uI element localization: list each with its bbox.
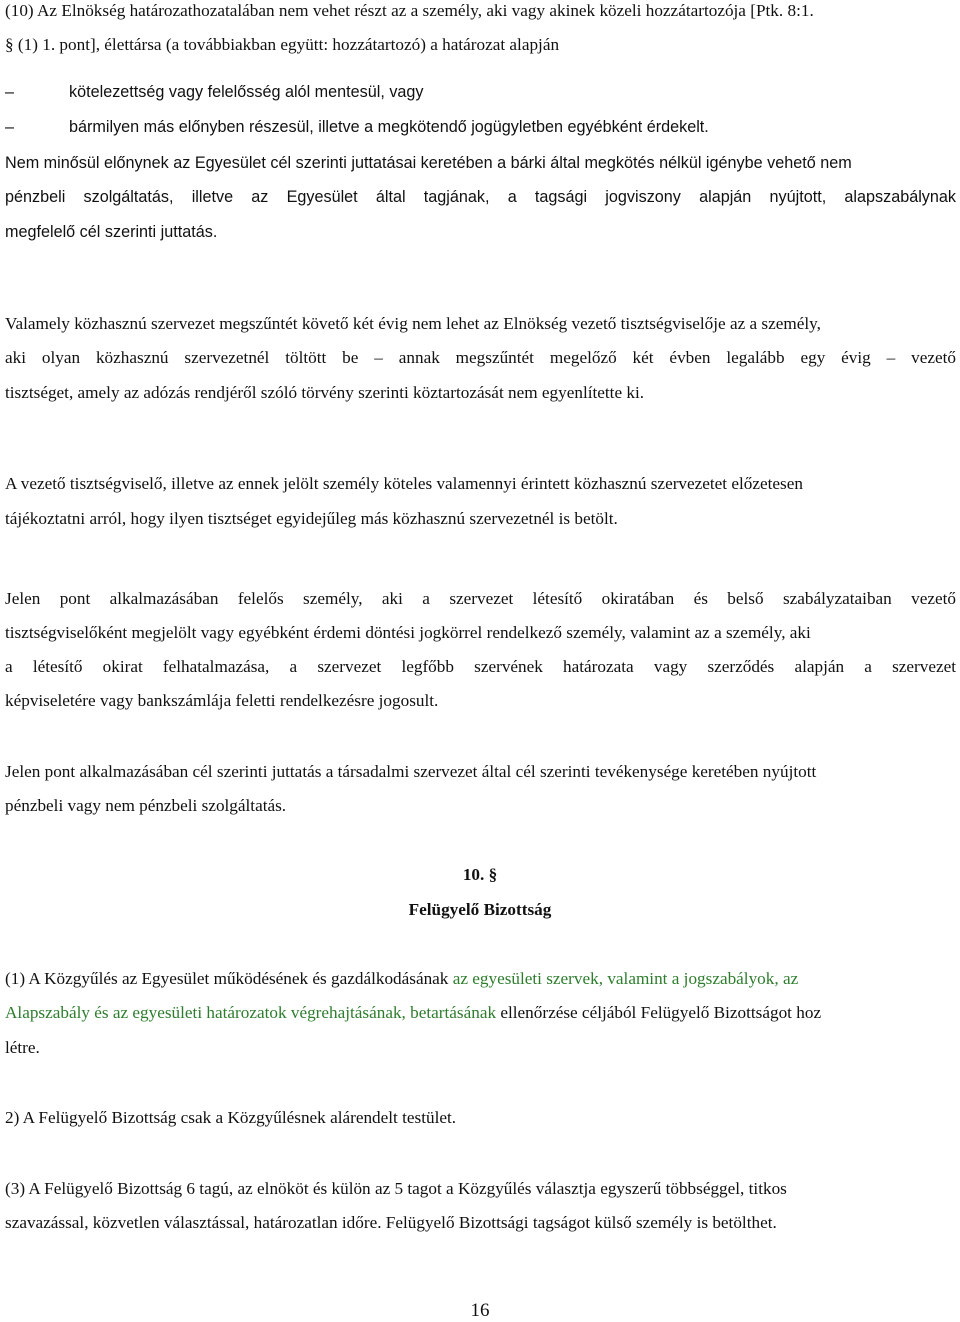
paragraph-jelen-1-line-1: Jelen pont alkalmazásában felelős személy, aki a szervezet létesítő okiratában és belső szabályzataiban vezető <box>5 589 956 608</box>
paragraph-valamely-line-2: aki olyan közhasznú szervezetnél töltött be – annak megszűntét megelőző két évben legalább egy évig – vezető <box>5 348 956 367</box>
paragraph-1-line-2 <box>5 1002 821 1024</box>
bullet-dash: – <box>5 83 15 101</box>
paragraph-nem-minosul-line-1: Nem minősül előnynek az Egyesület cél szerinti juttatásai keretében a bárki által megkötés nélkül igénybe vehető nem <box>5 154 852 172</box>
paragraph-1-highlight: az egyesületi szervek, valamint a jogszabályok, az <box>452 969 799 988</box>
paragraph-valamely-line-3: tisztséget, amely az adózás rendjéről szóló törvény szerinti köztartozását nem egyenlítette ki. <box>5 383 645 402</box>
paragraph-3-line-2: szavazással, közvetlen választással, határozatlan időre. Felügyelő Bizottsági tagságot külső személy is betölthet. <box>5 1213 777 1232</box>
paragraph-jelen-2-line-2: pénzbeli vagy nem pénzbeli szolgáltatás. <box>5 796 287 815</box>
paragraph-1-line-1 <box>5 968 798 990</box>
section-number: 10. § <box>462 865 498 884</box>
paragraph-jelen-1-line-3: a létesítő okirat felhatalmazása, a szervezet legfőbb szervének határozata vagy szerződés alapján a szervezet <box>5 657 956 676</box>
paragraph-1-text: (1) A Közgyűlés az Egyesület működésének és gazdálkodásának <box>5 969 453 988</box>
paragraph-nem-minosul-line-2: pénzbeli szolgáltatás, illetve az Egyesület által tagjának, a tagsági jogviszony alapján nyújtott, alapszabálynak <box>5 188 956 206</box>
section-title: Felügyelő Bizottság <box>408 900 552 919</box>
paragraph-2-line-1: 2) A Felügyelő Bizottság csak a Közgyűlésnek alárendelt testület. <box>5 1108 457 1127</box>
paragraph-1-text: ellenőrzése céljából Felügyelő Bizottságot hoz <box>496 1003 822 1022</box>
paragraph-10-line-2: § (1) 1. pont], élettársa (a továbbiakban együtt: hozzátartozó) a határozat alapján <box>5 35 560 54</box>
page-number: 16 <box>470 1300 490 1321</box>
bullet-dash: – <box>5 118 15 136</box>
paragraph-1-line-3: létre. <box>5 1038 40 1057</box>
paragraph-jelen-2-line-1: Jelen pont alkalmazásában cél szerinti juttatás a társadalmi szervezet által cél szerinti tevékenysége keretében nyújtott <box>5 762 817 781</box>
paragraph-vezeto-line-1: A vezető tisztségviselő, illetve az ennek jelölt személy köteles valamennyi érintett közhasznú szervezetet előzetesen <box>5 474 803 493</box>
paragraph-1-highlight: Alapszabály és az egyesületi határozatok végrehajtásának, betartásának <box>5 1003 497 1022</box>
paragraph-jelen-1-line-4: képviseletére vagy bankszámlája feletti rendelkezésre jogosult. <box>5 691 439 710</box>
paragraph-nem-minosul-line-3: megfelelő cél szerinti juttatás. <box>5 223 218 241</box>
paragraph-valamely-line-1: Valamely közhasznú szervezet megszűntét követő két évig nem lehet az Elnökség vezető tisztségviselője az a személy, <box>5 314 821 333</box>
paragraph-jelen-1-line-2: tisztségviselőként megjelölt vagy egyébként érdemi döntési jogkörrel rendelkező személy, valamint az a személy, aki <box>5 623 811 642</box>
paragraph-10-line-1: (10) Az Elnökség határozathozatalában nem vehet részt az a személy, aki vagy akinek közeli hozzátartozója [Ptk. 8:1. <box>5 1 814 20</box>
bullet-item-2: bármilyen más előnyben részesül, illetve a megkötendő jogügyletben egyébként érdekelt. <box>69 118 709 136</box>
paragraph-vezeto-line-2: tájékoztatni arról, hogy ilyen tisztséget egyidejűleg más közhasznú szervezetnél is betölt. <box>5 509 618 528</box>
bullet-item-1: kötelezettség vagy felelősség alól mentesül, vagy <box>69 83 424 101</box>
paragraph-3-line-1: (3) A Felügyelő Bizottság 6 tagú, az elnököt és külön az 5 tagot a Közgyűlés választja egyszerű többséggel, titkos <box>5 1179 787 1198</box>
